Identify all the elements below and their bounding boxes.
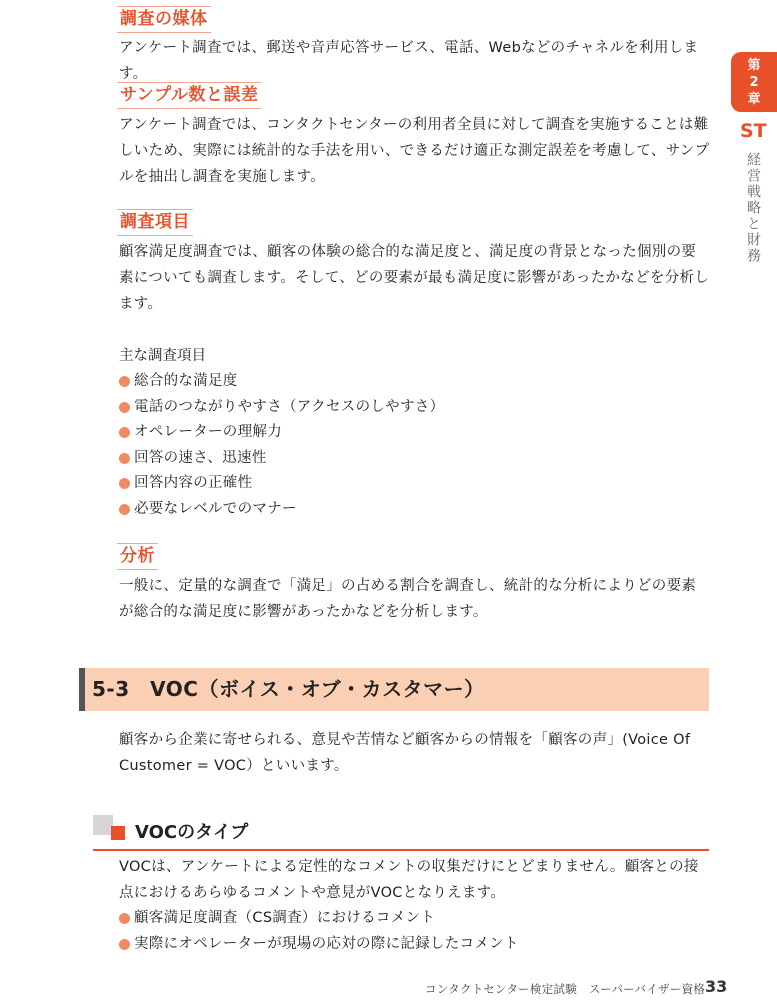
bullet-dot-icon xyxy=(119,913,130,924)
list-item xyxy=(119,420,444,446)
list-item-text: 回答内容の正確性 xyxy=(134,475,253,491)
text-line: アンケート調査では、郵送や音声応答サービス、電話、Webなどのチャネルを利用します。 xyxy=(119,40,699,82)
list-item xyxy=(119,369,444,395)
list-item xyxy=(119,471,444,497)
chapter-tab[interactable] xyxy=(731,52,777,112)
bullet-dot-icon xyxy=(119,453,130,464)
list-item xyxy=(119,906,519,932)
paragraph-items xyxy=(119,239,717,317)
section-title-bar xyxy=(79,668,709,711)
list-item-text: 総合的な満足度 xyxy=(134,373,238,389)
heading-sample: サンプル数と誤差 xyxy=(117,82,261,109)
text-line: が総合的な満足度に影響があったかなどを分析します。 xyxy=(119,604,488,620)
list-item-text: 必要なレベルでのマナー xyxy=(134,500,297,517)
text-line: 一般に、定量的な調査で「満足」の占める割合を調査し、統計的な分析によりどの要素 xyxy=(119,578,697,594)
list-item xyxy=(119,932,519,958)
chapter-subject-vertical: 経営戦略と財務 xyxy=(745,152,761,264)
list-item-text: 電話のつながりやすさ（アクセスのしやすさ） xyxy=(134,398,445,415)
text-line: 顧客満足度調査では、顧客の体験の総合的な満足度と、満足度の背景となった個別の要 xyxy=(119,244,697,260)
heading-analysis: 分析 xyxy=(117,543,158,570)
page-number: 33 xyxy=(705,977,728,996)
chapter-tab-char: 2 xyxy=(749,74,759,90)
text-line: Customer = VOC）といいます。 xyxy=(119,758,349,774)
paragraph-media xyxy=(119,35,717,87)
heading-marker-icon xyxy=(111,826,125,840)
heading-decor-square xyxy=(93,815,113,835)
section-accent-bar xyxy=(79,668,85,711)
heading-media: 調査の媒体 xyxy=(117,6,211,33)
section-title: 5-3 VOC（ボイス・オブ・カスタマー） xyxy=(92,677,485,701)
voc-types-heading-block xyxy=(93,815,709,851)
heading-items: 調査項目 xyxy=(117,209,193,236)
list-item xyxy=(119,395,444,421)
list-item xyxy=(119,446,444,472)
text-line: アンケート調査では、コンタクトセンターの利用者全員に対して調査を実施することは難 xyxy=(119,117,709,133)
list-title: 主な調査項目 xyxy=(119,348,206,364)
bullet-dot-icon xyxy=(119,478,130,489)
chapter-tab-char: 章 xyxy=(747,91,761,107)
bullet-dot-icon xyxy=(119,427,130,438)
paragraph-voc-types xyxy=(119,854,717,906)
footer-book-title: コンタクトセンター検定試験 スーパーバイザー資格 xyxy=(425,982,706,996)
text-line: 点におけるあらゆるコメントや意見がVOCとなりえます。 xyxy=(119,885,506,901)
list-item xyxy=(119,497,444,523)
chapter-code: ST xyxy=(740,120,767,142)
text-line: VOCは、アンケートによる定性的なコメントの収集だけにとどまりません。顧客との接 xyxy=(119,859,699,875)
chapter-tab-char: 第 xyxy=(747,57,761,73)
text-line: ルを抽出し調査を実施します。 xyxy=(119,169,326,185)
heading-underline xyxy=(93,849,709,851)
text-line: ます。 xyxy=(119,296,163,312)
survey-items-list xyxy=(119,369,444,522)
voc-types-list xyxy=(119,906,519,957)
paragraph-analysis xyxy=(119,573,717,625)
list-item-text: 顧客満足度調査（CS調査）におけるコメント xyxy=(134,910,436,926)
text-line: 素についても調査します。そして、どの要素が最も満足度に影響があったかなどを分析し xyxy=(119,270,710,286)
text-line: しいため、実際には統計的な手法を用い、できるだけ適正な測定誤差を考慮して、サンプ xyxy=(119,143,710,159)
bullet-dot-icon xyxy=(119,402,130,413)
text-line: 顧客から企業に寄せられる、意見や苦情など顧客からの情報を「顧客の声」(Voice Of xyxy=(119,732,691,748)
list-item-text: オペレーターの理解力 xyxy=(134,424,282,440)
list-item-text: 実際にオペレーターが現場の応対の際に記録したコメント xyxy=(134,935,519,952)
paragraph-voc-intro xyxy=(119,727,717,779)
list-item-text: 回答の速さ、迅速性 xyxy=(134,449,267,466)
paragraph-sample xyxy=(119,112,717,190)
bullet-dot-icon xyxy=(119,376,130,387)
bullet-dot-icon xyxy=(119,504,130,515)
heading-voc-types: VOCのタイプ xyxy=(135,822,249,843)
bullet-dot-icon xyxy=(119,939,130,950)
